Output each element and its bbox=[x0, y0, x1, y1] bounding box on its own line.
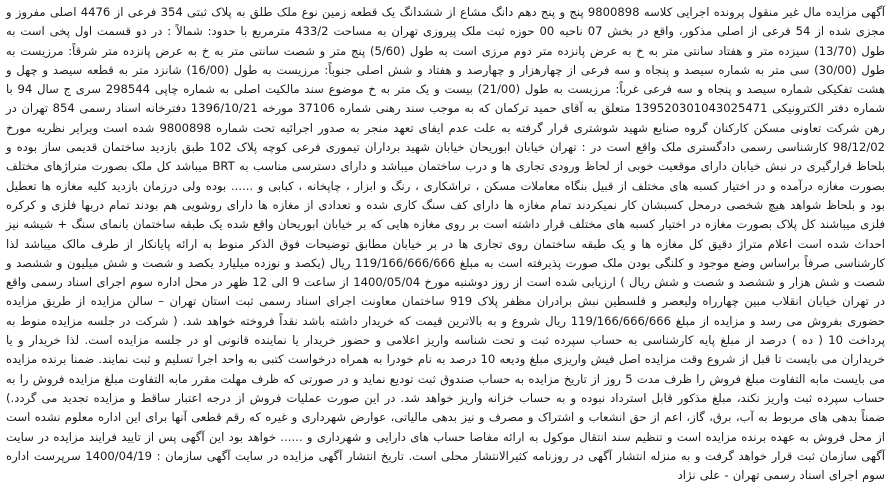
auction-notice-text: آگهی مزایده مال غیر منقول پرونده اجرایی کلاسه 9800898 پنج و پنج دهم دانگ مشاع از ششدانگ یک قطعه زمین نوع ملک طلق به پلاک ثبتی 354 فرعی از 4476 اصلی مفروز و مجزی شده از 54 فرعی از اصلی مذکور، واقع در بخش 07 ناحیه 00 حوزه ثبت ملک پیروزی تهران به مساحت 433/2 مترمربع با حدود: شمالاً : در دو قسمت اول پخی است به طول (13/70) سیزده متر و هفتاد سانتی متر به خ به عرض پانزده متر دوم مرزی است به طول (5/60) پنج متر و شصت سانتی متر به خ به عرض پانزده متر شرقاً: مرزیست به طول (30/00) سی متر به شماره سیصد و پنجاه و سه فرعی از چهارهزار و چهارصد و هفتاد و شش اصلی جنوباً: مرزیست به طول (16/00) شانزد متر به قطعه سیصد و چهل و هشت تفکیکی شماره سیصد و پنجاه و سه فرعی غرباً: مرزیست به طول (21/00) بیست و یک متر به خ موضوع سند مالکیت اصلی به شماره چاپی 298544 سری ج سال 94 با شماره دفتر الکترونیکی 139520301043025471 متعلق به آقای حمید ترکمان که به موجب سند رهنی شماره 37106 مورخه 1396/10/21 دفترخانه اسناد رسمی 854 تهران در رهن شرکت تعاونی مسکن کارکنان گروه صنایع شهید شوشتری قرار گرفته به علت عدم ایفای تعهد منجر به صدور اجرائیه تحت شماره 9800898 شده است ویرایر نظریه مورخ 98/12/02 کارشناسی رسمی دادگستری ملک واقع است در : تهران خیابان ابوریحان خیابان شهید برداران تیموری فرعی کوچه پلاک 102 طبق بازدید ساختمان قدیمی ساز بوده و بلحاظ قرارگیری در نبش خیابان دارای موقعیت خوبی از لحاظ ورودی تجاری ها و درب ساختمان میباشد و دارای دسترسی مناسب به BRT میباشد کل ملک بصورت متراژهای مختلف بصورت مغازه درآمده و در اختیار کسبه های مختلف از قبیل بنگاه معاملات مسکن ، تراشکاری ، رنگ و ابزار ، چاپخانه ، کبابی و ...... بوده ولی درزمان بازدید کلیه مغازه ها تعطیل بود و بلحاظ شواهد هیچ شخصی درمحل کسبشان کار نمیکردند تمام مغازه ها دارای کف سنگ کاری شده و تعدادی از مغازه ها دارای روشویی هم بودند تمام دربها فلزی و کرکره فلزی میباشند کل پلاک بصورت مغازه در اختیار کسبه های مختلف قرار داشته است بر روی مغازه هایی که بر خیابان ابوریحان واقع شده یک طبقه ساختمان بانمای سنگ + شیشه نیز احداث شده است اعلام متراژ دقیق کل مغازه ها و یک طبقه ساختمان روی تجاری ها در بر خیابان مطابق توضیحات فوق الذکر منوط به ارائه پایانکار از طرف مالک میباشد لذا کارشناسی صرفاً براساس وضع موجود و کلنگی بودن ملک صورت پذیرفته است به مبلغ 119/166/666/666 ریال (یکصد و نوزده میلیارد یکصد و شصت و شش میلیون و ششصد و شصت و شش هزار و ششصد و شصت و شش ریال ) ارزیابی شده است از روز دوشنبه مورخ 1400/05/04 از ساعت 9 الی 12 ظهر در محل اداره سوم اجرای اسناد رسمی واقع در تهران خیابان انقلاب مبین چهارراه ولیعصر و فلسطین نبش برادران مظفر پلاک 919 ساختمان معاونت اجرای اسناد رسمی ثبت استان تهران – سالن مزایده از طریق مزایده حضوری بفروش می رسد و مزایده از مبلغ 119/166/666/666 ریال شروع و به بالاترین قیمت که خریدار داشته باشد نقداً فروخته خواهد شد. ( شرکت در جلسه مزایده منوط به پرداخت 10 ( ده ) درصد از مبلغ پایه کارشناسی به حساب سپرده ثبت و تحت شناسه واریز اعلامی و حضور خریدار یا نماینده قانونی او در جلسه مزایده است. لذا خریدار و یا خریداران می بایست تا قبل از شروع وقت مزایده اصل فیش واریزی مبلغ ودیعه 10 درصد به نام خودرا به همراه درخواست کتبی به واحد اجرا تسلیم و ثبت نمایند. ضمنا برنده مزایده می بایست مابه التفاوت مبلغ فروش را ظرف مدت 5 روز از تاریخ مزایده به حساب صندوق ثبت تودیع نماید و در صورتی که ظرف مهلت مقرر مابه التفاوت مبلغ مزایده فروش را به حساب سپرده ثبت واریز نکند، مبلغ مذکور قابل استرداد نبوده و به حساب خزانه واریز خواهد شد. در این صورت عملیات فروش از درجه اعتبار ساقط و مزایده تجدید می گردد.) ضمناً بدهی های مربوط به آب، برق، گاز، اعم از حق انشعاب و اشتراک و مصرف و نیز بدهی مالیاتی، عوارض شهرداری و غیره که رقم قطعی آنها برای این اداره معلوم نشده است از محل فروش به عهده برنده مزایده است و تنظیم سند انتقال موکول به ارائه مفاصا حساب های دارایی و شهرداری و ...... خواهد بود این آگهی پس از تایید فرایند مزایده در سایت آگهی سازمان ثبت قرار خواهد گرفت و به منزله انتشار آگهی در روزنامه کثیرالانتشار محلی است. تاریخ انتشار آگهی مزایده در سایت آگهی سازمان : 1400/04/19 سرپرست اداره سوم اجرای اسناد رسمی تهران - علی نژاد bbox=[6, 5, 885, 483]
